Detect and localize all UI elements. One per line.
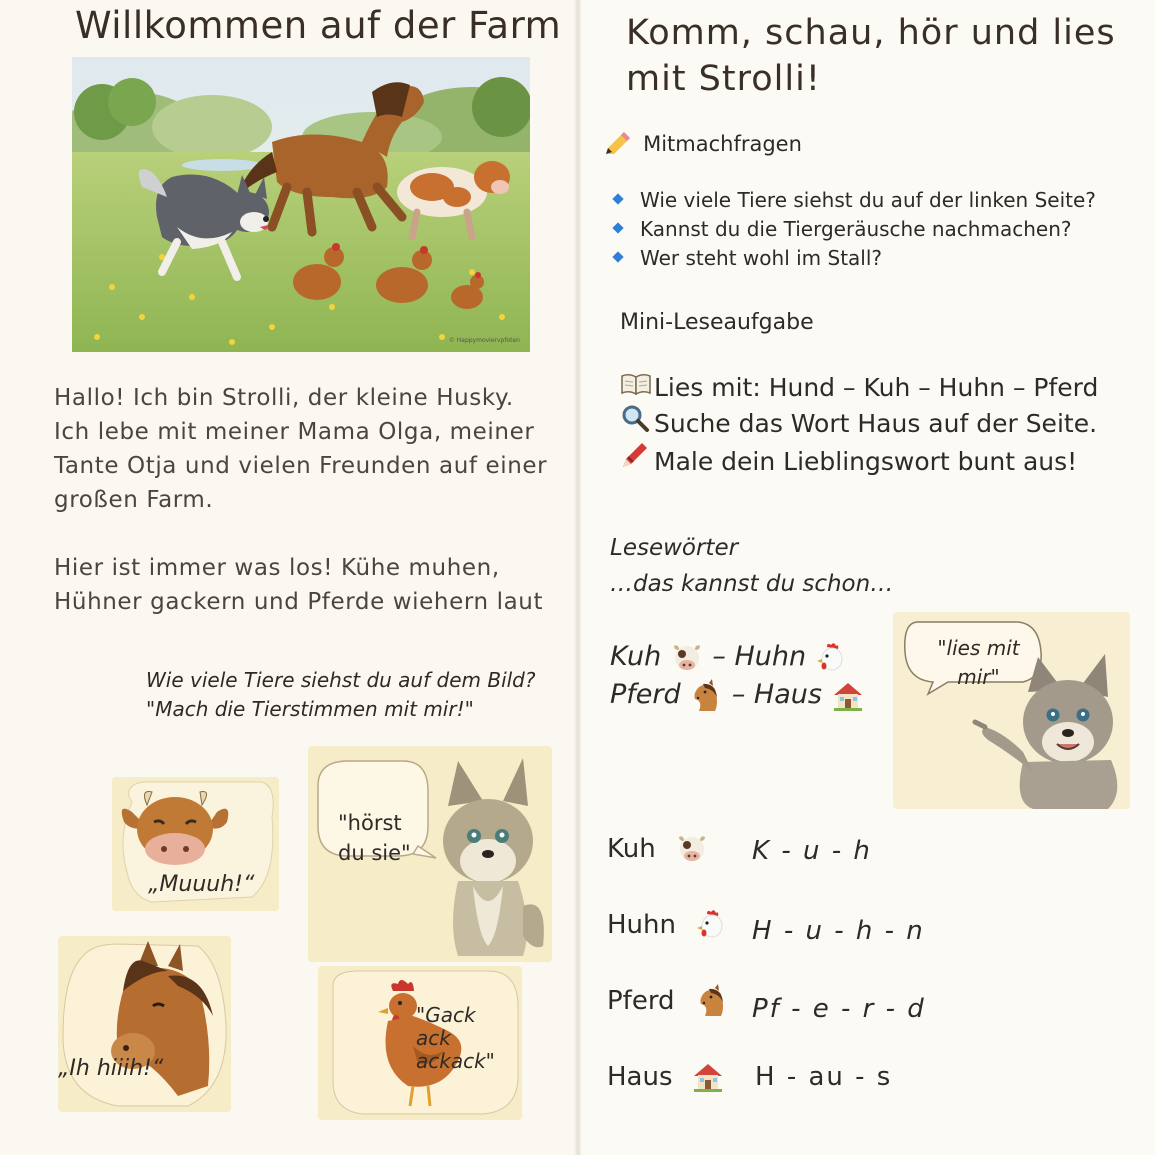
cow-sound-text: „Muuuh!“ xyxy=(148,872,255,897)
question-item: Kannst du die Tiergeräusche nachmachen? xyxy=(610,217,1096,246)
question-item: Wie viele Tiere siehst du auf der linken Seite? xyxy=(610,188,1096,217)
syllable-row-huhn xyxy=(607,910,1147,950)
story-text xyxy=(54,381,554,653)
chicken-icon xyxy=(815,641,849,675)
task-item: Suche das Wort Haus auf der Seite. xyxy=(620,404,1098,440)
crayon-icon xyxy=(620,440,650,470)
reading-word-pairs xyxy=(610,638,865,714)
bullet-icon xyxy=(612,222,623,233)
horse-sound-text: „Ih hiiih!“ xyxy=(58,1056,164,1081)
story-paragraph-2: Hier ist immer was los! Kühe muhen, Hühner gackern und Pferde wiehern laut xyxy=(54,555,544,615)
syllable-split: Pf - e - r - d xyxy=(752,994,926,1024)
cow-icon xyxy=(675,832,709,866)
hen-sound-text: "Gack ack ackack" xyxy=(416,1003,495,1073)
story-paragraph-1: Hallo! Ich bin Strolli, der kleine Husky. Ich lebe mit meiner Mama Olga, meiner Tante Otja und vielen Freunden auf einer großen Farm. xyxy=(54,385,548,513)
magnifier-icon xyxy=(620,404,650,432)
word-pair-1: Kuh – Huhn xyxy=(610,638,865,676)
horse-icon xyxy=(695,984,729,1018)
syllable-split: H - au - s xyxy=(755,1062,893,1092)
horse-face-icon xyxy=(58,936,231,1112)
house-icon xyxy=(831,679,865,713)
horse-icon xyxy=(689,679,723,713)
syllable-row-pferd xyxy=(607,986,1147,1026)
bullet-icon xyxy=(612,193,623,204)
questions-heading-row xyxy=(602,130,802,158)
question-item: Wer steht wohl im Stall? xyxy=(610,246,1096,275)
task-list xyxy=(620,372,1098,478)
puppy-card xyxy=(308,746,552,962)
question-list xyxy=(610,188,1096,275)
word-pair-2: Pferd – Haus xyxy=(610,676,865,714)
reading-words-heading xyxy=(610,530,893,602)
syllable-word: Huhn xyxy=(607,910,676,940)
wolf-bubble-text: "lies mit mir" xyxy=(937,636,1020,689)
syllable-word: Haus xyxy=(607,1062,673,1092)
syllable-row-kuh xyxy=(607,834,1147,874)
questions-heading: Mitmachfragen xyxy=(643,132,802,156)
cow-icon xyxy=(670,641,704,675)
syllable-word: Kuh xyxy=(607,834,656,864)
prompt-line-1: Wie viele Tiere siehst du auf dem Bild? xyxy=(146,668,536,692)
image-credit: © Happymoviervpfoten xyxy=(448,337,520,344)
prompt-line-2: "Mach die Tierstimmen mit mir!" xyxy=(146,697,474,721)
chicken-icon xyxy=(695,908,729,942)
left-page-title: Willkommen auf der Farm xyxy=(75,4,562,47)
house-icon xyxy=(691,1060,725,1094)
syllable-row-haus xyxy=(607,1062,1147,1102)
hen-card xyxy=(318,966,522,1120)
task-item: Lies mit: Hund – Kuh – Huhn – Pferd xyxy=(620,372,1098,404)
reading-words-title: Lesewörter xyxy=(610,535,739,561)
syllable-word: Pferd xyxy=(607,986,675,1016)
cow-card xyxy=(112,777,279,911)
pencil-icon xyxy=(602,130,632,158)
reading-words-subtitle: …das kannst du schon… xyxy=(610,571,894,597)
task-item: Male dein Lieblingswort bunt aus! xyxy=(620,440,1098,478)
page-fold xyxy=(574,0,582,1155)
syllable-split: H - u - h - n xyxy=(752,916,925,946)
right-page-title: Komm, schau, hör und lies mit Strolli! xyxy=(626,13,1116,99)
book-icon xyxy=(620,372,652,396)
puppy-bubble-text: "hörst du sie" xyxy=(338,811,411,865)
syllable-split: K - u - h xyxy=(752,836,872,866)
picture-prompt xyxy=(146,666,536,724)
horse-card xyxy=(58,936,231,1112)
bullet-icon xyxy=(612,251,623,262)
mini-task-heading: Mini-Leseaufgabe xyxy=(620,310,814,335)
wolf-card xyxy=(893,612,1130,809)
farm-illustration xyxy=(72,57,530,352)
